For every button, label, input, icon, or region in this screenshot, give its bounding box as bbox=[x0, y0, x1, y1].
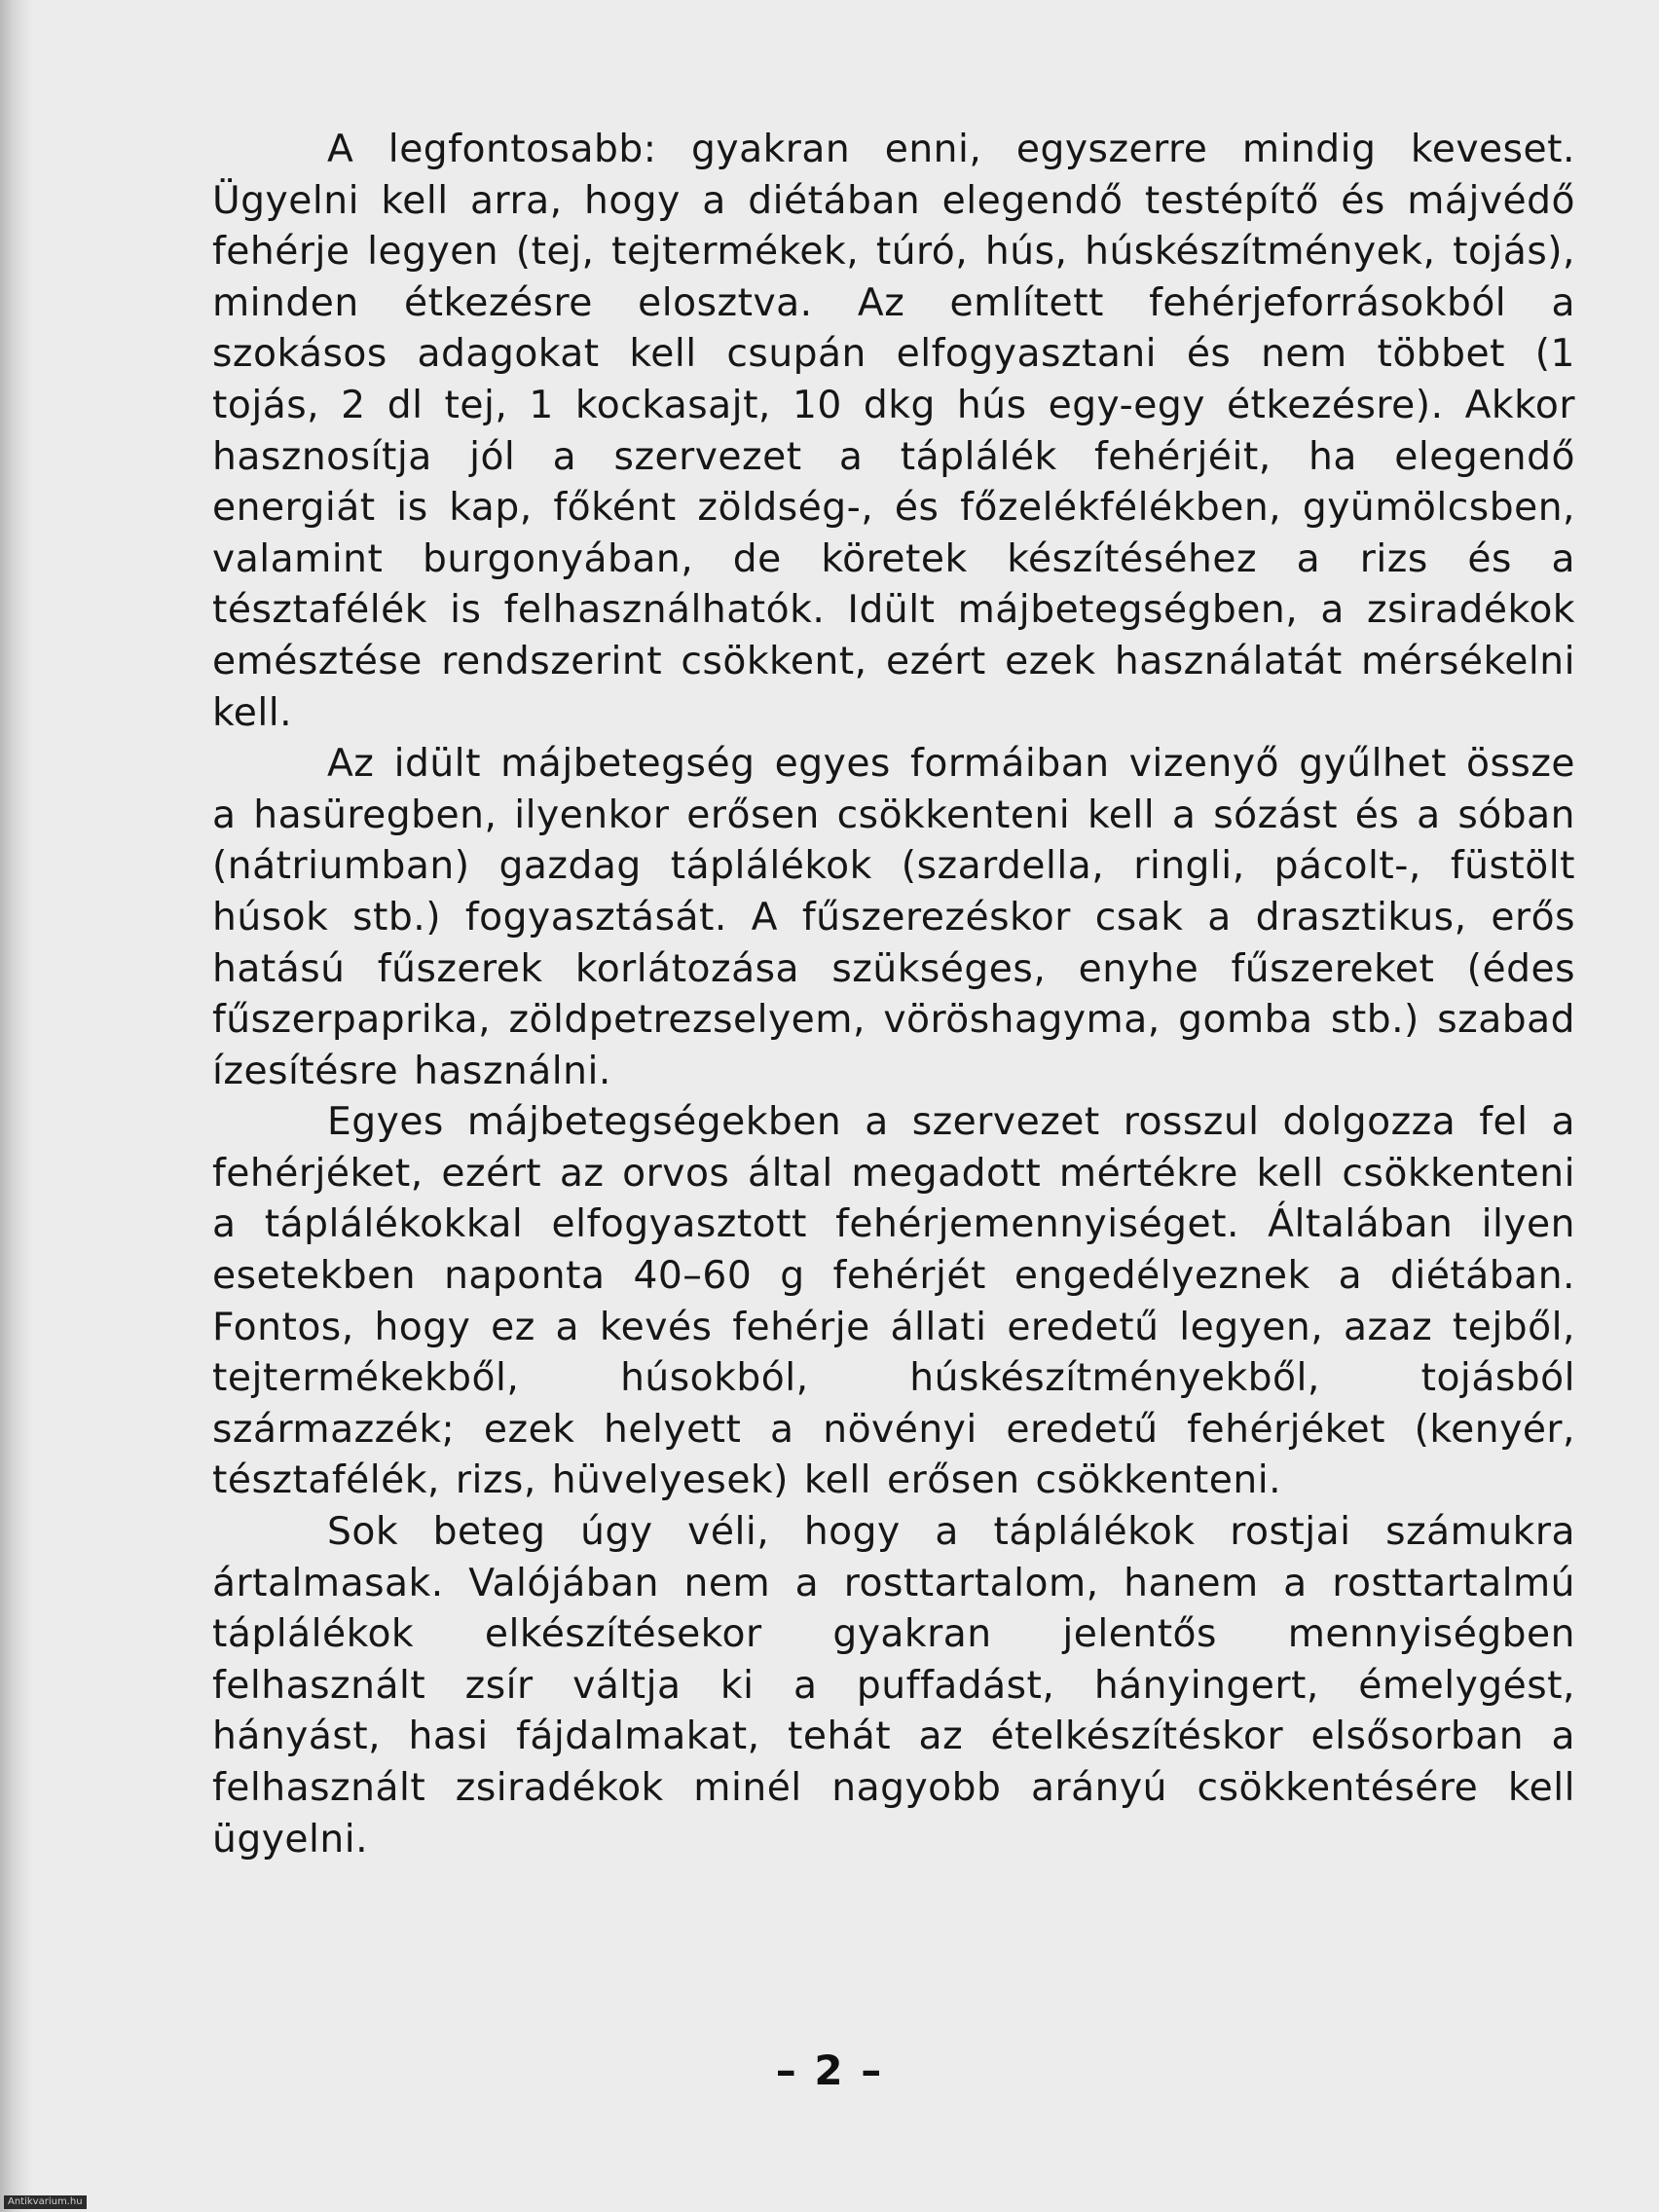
watermark-label: Antikvarium.hu bbox=[4, 2195, 87, 2209]
paragraph-4: Sok beteg úgy véli, hogy a táplálékok rostjai számukra ártalmasak. Valójában nem a rosttartalom, hanem a rosttartalmú táplálékok elkészítésekor gyakran jelentős mennyiségben felhasznált zsír váltja ki a puffadást, hányingert, émelygést, hányást, hasi fájdalmakat, tehát az ételkészítéskor elsősorban a felhasznált zsiradékok minél nagyobb arányú csökkentésére kell ügyelni. bbox=[212, 1510, 1575, 1862]
body-text bbox=[212, 125, 1575, 1865]
binding-shadow bbox=[0, 0, 33, 2212]
paragraph-2: Az idült májbetegség egyes formáiban vizenyő gyűlhet össze a hasüregben, ilyenkor erősen csökkenteni kell a sózást és a sóban (nátriumban) gazdag táplálékok (szardella, ringli, pácolt-, füstölt húsok stb.) fogyasztását. A fűszerezéskor csak a drasztikus, erős hatású fűszerek korlátozása szükséges, enyhe fűszereket (édes fűszerpaprika, zöldpetrezselyem, vöröshagyma, gomba stb.) szabad ízesítésre használni. bbox=[212, 742, 1575, 1093]
page-number: – 2 – bbox=[775, 2046, 884, 2094]
paragraph-1: A legfontosabb: gyakran enni, egyszerre mindig keveset. Ügyelni kell arra, hogy a diétában elegendő testépítő és májvédő fehérje legyen (tej, tejtermékek, túró, hús, húskészítmények, tojás), minden étkezésre elosztva. Az említett fehérjeforrásokból a szokásos adagokat kell csupán elfogyasztani és nem többet (1 tojás, 2 dl tej, 1 kockasajt, 10 dkg hús egy-egy étkezésre). Akkor hasznosítja jól a szervezet a táplálék fehérjéit, ha elegendő energiát is kap, főként zöldség-, és főzelékfélékben, gyümölcsben, valamint burgonyában, de köretek készítéséhez a rizs és a tésztafélék is felhasználhatók. Idült májbetegségben, a zsiradékok emésztése rendszerint csökkent, ezért ezek használatát mérsékelni kell. bbox=[212, 128, 1575, 735]
paragraph-3: Egyes májbetegségekben a szervezet rosszul dolgozza fel a fehérjéket, ezért az orvos által megadott mértékre kell csökkenteni a táplálékokkal elfogyasztott fehérjemennyiséget. Általában ilyen esetekben naponta 40–60 g fehérjét engedélyeznek a diétában. Fontos, hogy ez a kevés fehérje állati eredetű legyen, azaz tejből, tejtermékekből, húsokból, húskészítményekből, tojásból származzék; ezek helyett a növényi eredetű fehérjéket (kenyér, tésztafélék, rizs, hüvelyesek) kell erősen csökkenteni. bbox=[212, 1100, 1575, 1503]
